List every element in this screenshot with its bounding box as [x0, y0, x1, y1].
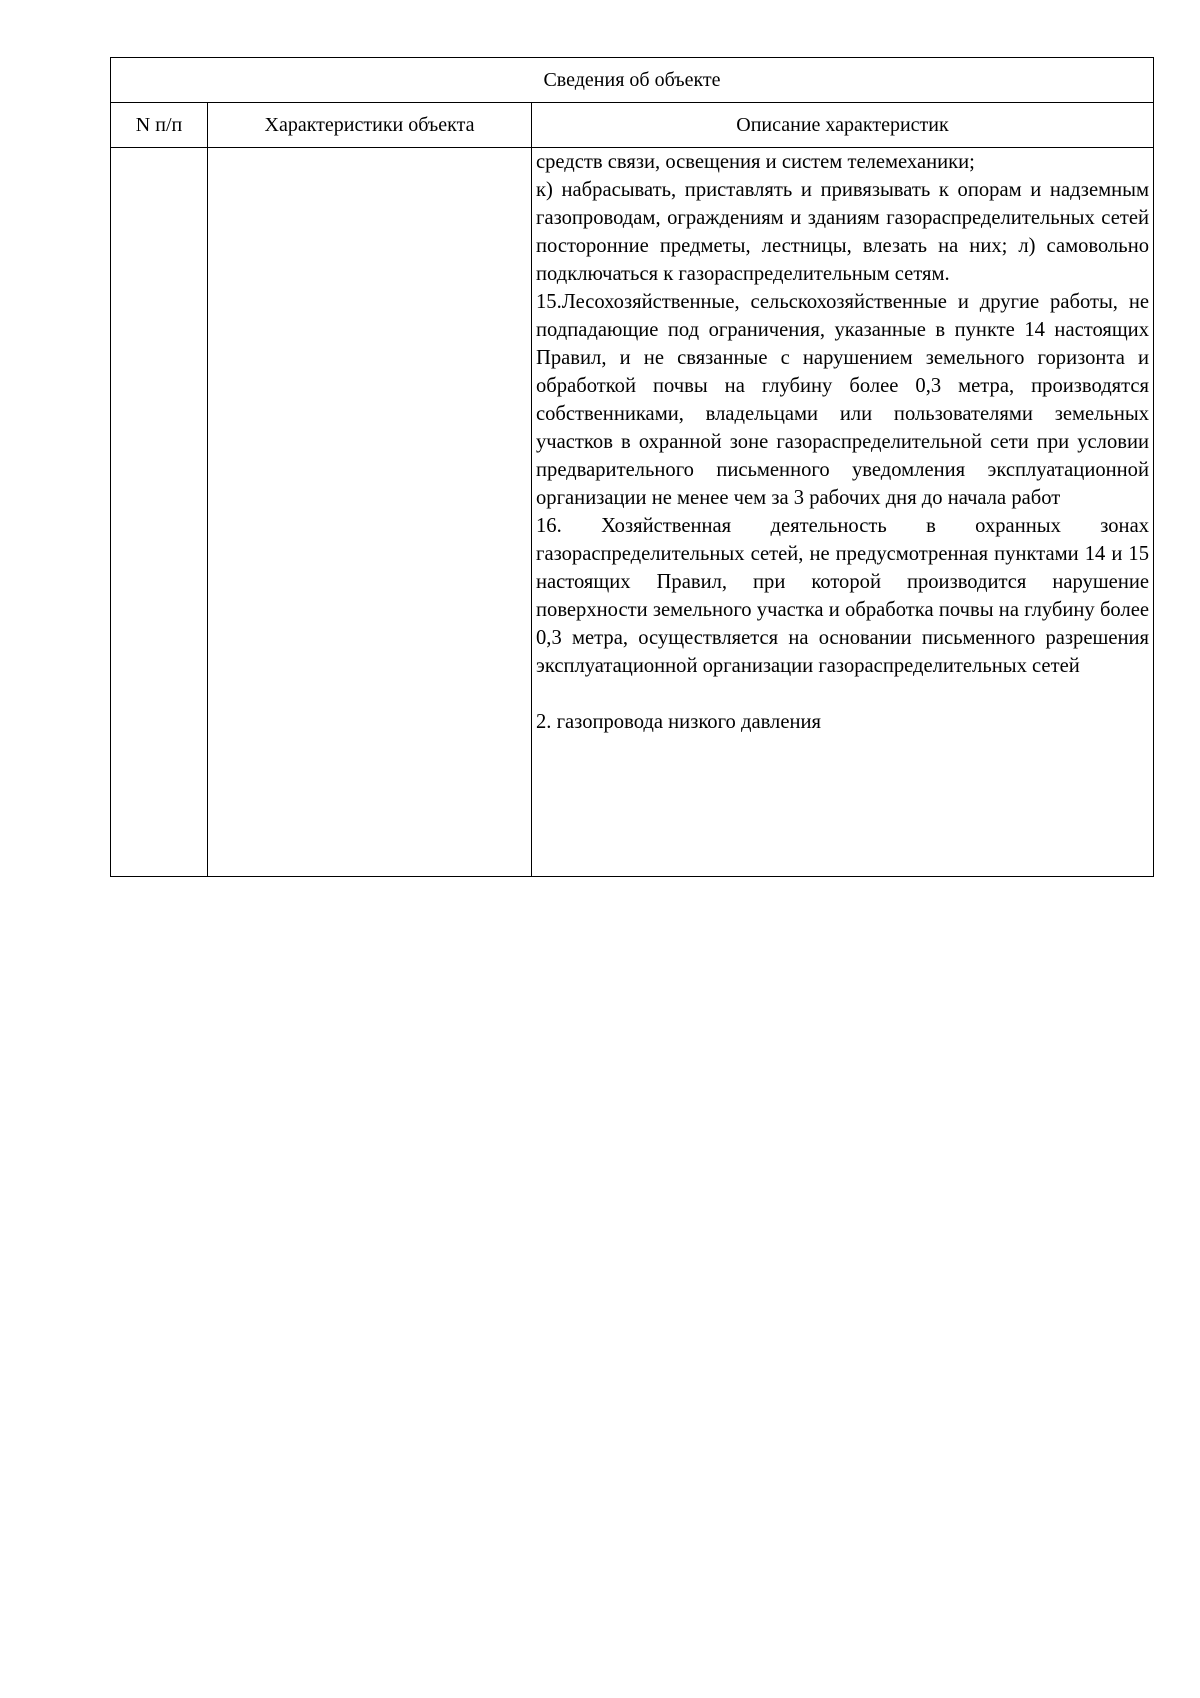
- table-title-row: [111, 58, 1154, 103]
- header-characteristics: Характеристики объекта: [208, 103, 532, 148]
- table-row: [111, 148, 1154, 877]
- description-paragraph: к) набрасывать, приставлять и привязывать к опорам и надземным газопроводам, ограждениям и зданиям газораспределительных сетей посторонние предметы, лестницы, влезать на них; л) самовольно подключаться к газораспределительным сетям.: [536, 179, 1150, 285]
- blank-line: [536, 680, 1149, 708]
- row-description-cell: [532, 148, 1154, 877]
- table-header-row: [111, 103, 1154, 148]
- object-info-table: [110, 57, 1154, 877]
- row-characteristics-cell: [208, 148, 532, 877]
- description-paragraph: средств связи, освещения и систем телемеханики;: [536, 151, 975, 173]
- description-paragraph: 15.Лесохозяйственные, сельскохозяйственные и другие работы, не подпадающие под ограничения, указанные в пункте 14 настоящих Правил, и не связанные с нарушением земельного горизонта и обработкой почвы на глубину более 0,3 метра, производятся собственниками, владельцами или пользователями земельных участков в охранной зоне газораспределительной сети при условии предварительного письменного уведомления эксплуатационной организации не менее чем за 3 рабочих дня до начала работ: [536, 291, 1150, 509]
- header-description: Описание характеристик: [532, 103, 1154, 148]
- description-text: [536, 148, 1149, 736]
- header-num: N п/п: [111, 103, 208, 148]
- table-title: Сведения об объекте: [111, 58, 1154, 103]
- row-num-cell: [111, 148, 208, 877]
- description-paragraph: 16. Хозяйственная деятельность в охранных зонах газораспределительных сетей, не предусмотренная пунктами 14 и 15 настоящих Правил, при которой производится нарушение поверхности земельного участка и обработка почвы на глубину более 0,3 метра, осуществляется на основании письменного разрешения эксплуатационной организации газораспределительных сетей: [536, 515, 1150, 677]
- description-final-line: 2. газопровода низкого давления: [536, 711, 821, 733]
